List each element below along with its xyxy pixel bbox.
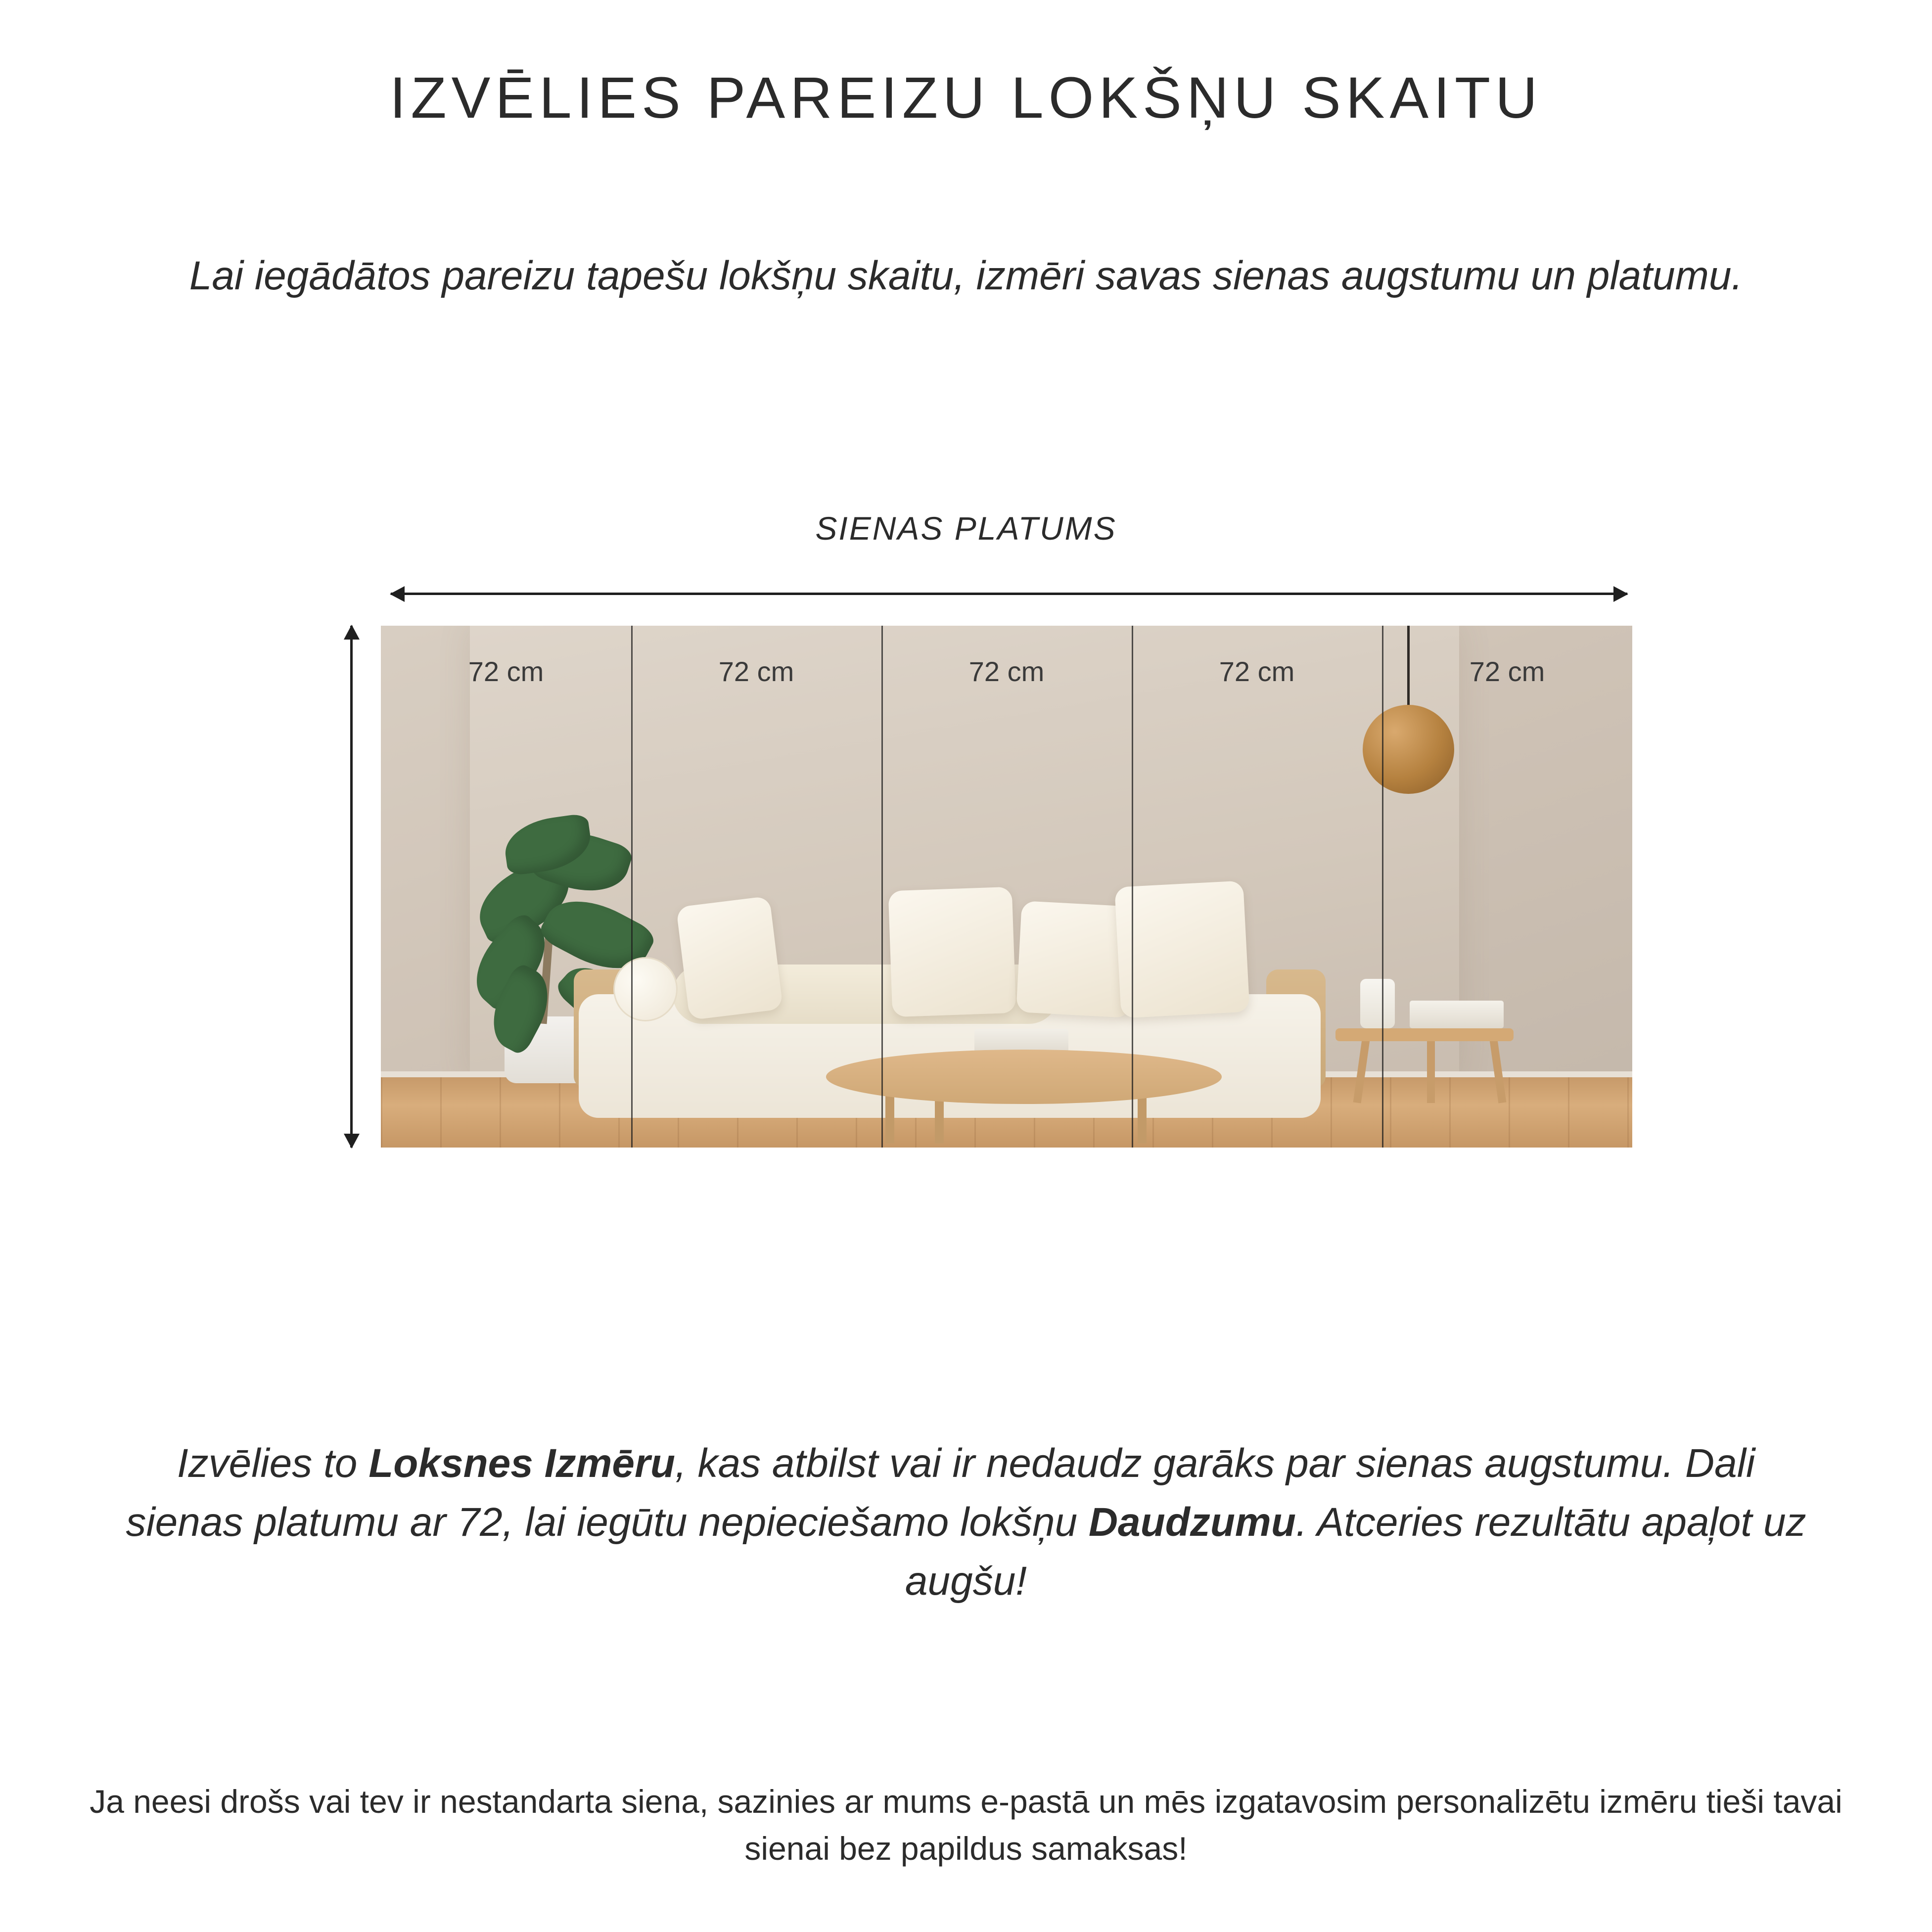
sheet-divider: [1382, 626, 1383, 1148]
sheet-width-label: 72 cm: [968, 656, 1045, 687]
instruction-bold-1: Loksnes Izmēru: [368, 1441, 675, 1486]
round-bolster-cushion: [613, 957, 678, 1021]
throw-pillow: [676, 896, 783, 1020]
room-photo: [381, 626, 1632, 1148]
width-arrow: [391, 584, 1627, 603]
sheet-divider: [881, 626, 883, 1148]
side-table-leg: [1427, 1036, 1435, 1103]
coffee-table-leg: [885, 1092, 894, 1144]
sheet-divider: [631, 626, 633, 1148]
coffee-table-leg: [1138, 1092, 1147, 1144]
width-arrow-head-right-icon: [1613, 586, 1628, 602]
sheet-width-label: 72 cm: [718, 656, 794, 687]
footer-note: Ja neesi drošs vai tev ir nestandarta siena, sazinies ar mums e-pastā un mēs izgatavosim personalizētu izmēru tieši tavai sienai bez papildus samaksas!: [90, 1783, 1842, 1867]
width-arrow-head-left-icon: [390, 586, 405, 602]
instruction-part-2: , kas atbilst vai ir nedaudz garāks par sienas augstumu. Dali sienas platumu ar 72, lai iegūtu nepieciešamo lokšņu: [126, 1441, 1755, 1545]
wall-width-label: SIENAS PLATUMS: [815, 510, 1117, 547]
wall-measure-diagram: [0, 500, 1932, 1331]
instruction-part-3: . Atceries rezultātu apaļot uz augšu!: [905, 1499, 1806, 1604]
sheet-divider: [1132, 626, 1133, 1148]
instruction-paragraph: [113, 1434, 1819, 1611]
instruction-bold-2: Daudzumu: [1088, 1499, 1296, 1545]
width-arrow-line: [391, 593, 1627, 595]
pendant-lamp-shade: [1363, 705, 1454, 794]
intro-paragraph: Lai iegādātos pareizu tapešu lokšņu skaitu, izmēri savas sienas augstumu un platumu.: [189, 253, 1743, 298]
height-arrow-line: [350, 626, 353, 1148]
height-arrow-head-top-icon: [344, 625, 360, 640]
sheet-width-label: 72 cm: [1219, 656, 1295, 687]
height-arrow-head-bottom-icon: [344, 1134, 360, 1149]
books-stack: [1410, 1001, 1504, 1028]
vase: [1360, 979, 1395, 1028]
coffee-table-top: [826, 1050, 1222, 1104]
throw-pillow: [1114, 880, 1250, 1018]
page-title: IZVĒLIES PAREIZU LOKŠŅU SKAITU: [389, 65, 1543, 131]
side-table-top: [1335, 1028, 1514, 1041]
throw-pillow: [888, 887, 1016, 1017]
sheet-width-label: 72 cm: [468, 656, 544, 687]
instruction-part-1: Izvēlies to: [177, 1441, 369, 1486]
sheet-width-label: 72 cm: [1469, 656, 1545, 687]
height-arrow: [341, 626, 361, 1148]
